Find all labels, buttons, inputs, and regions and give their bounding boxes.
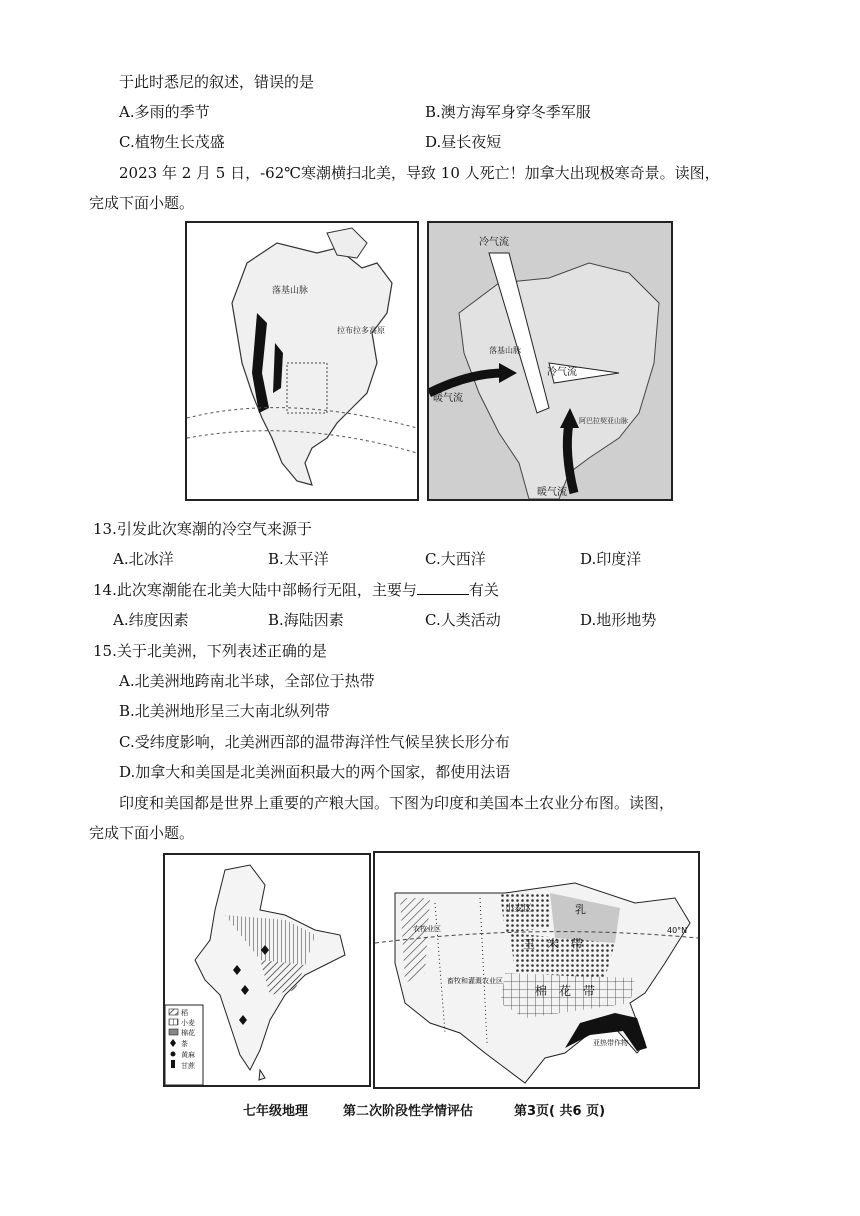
q14-option-d: D.地形地势	[580, 611, 657, 629]
wheat-region-label: 小麦区	[505, 904, 533, 914]
cold-air-label-2: 冷气流	[547, 367, 577, 378]
india-legend-sugarcane: 甘蔗	[181, 1062, 195, 1070]
latitude-40n-label: 40°N	[667, 926, 688, 935]
india-legend-rice: 稻	[181, 1009, 188, 1017]
rocky-mountains-label: 落基山脉	[272, 286, 309, 296]
q14-option-a: A.纬度因素	[113, 611, 189, 629]
cotton-belt-char-2: 花	[559, 984, 572, 998]
dairy-label: 乳	[575, 903, 586, 916]
cotton-belt-char-1: 棉	[535, 984, 548, 998]
india-legend-jute: 黄麻	[181, 1051, 195, 1059]
question-14-stem	[93, 580, 499, 600]
labrador-label: 拉布拉多高原	[337, 326, 385, 335]
q14-stem-after: 有关	[468, 581, 499, 599]
appalachian-label: 阿巴拉契亚山脉	[579, 417, 628, 425]
subtropical-crop-label: 亚热带作物	[593, 1039, 628, 1047]
q15-option-c: C.受纬度影响，北美洲西部的温带海洋性气候呈狭长形分布	[119, 733, 510, 751]
q13-option-a: A.北冰洋	[113, 550, 174, 568]
q13-option-d: D.印度洋	[580, 550, 642, 568]
footer-page-number: 第3页( 共6 页)	[514, 1104, 606, 1119]
q15-option-a: A.北美洲地跨南北半球，全部位于热带	[119, 672, 375, 690]
q14-answer-blank	[417, 580, 469, 595]
rockies-label-right: 落基山脉	[489, 346, 521, 355]
q15-option-b: B.北美洲地形呈三大南北纵列带	[119, 702, 330, 720]
q13-option-b: B.太平洋	[268, 550, 329, 568]
footer-subject: 七年级地理	[243, 1104, 309, 1119]
intro-cold-wave-line1: 2023 年 2 月 5 日，-62℃寒潮横扫北美，导致 10 人死亡！加拿大出现极寒奇景。读图，	[119, 164, 720, 182]
footer-exam-title: 第二次阶段性学情评估	[343, 1104, 474, 1119]
cold-air-label-1: 冷气流	[479, 237, 509, 248]
agro-pastoral-label: 农牧业区	[413, 925, 441, 933]
india-legend-tea: 茶	[181, 1040, 188, 1048]
intro-agriculture-line1: 印度和美国都是世界上重要的产粮大国。下图为印度和美国本土农业分布图。读图，	[119, 794, 675, 812]
india-legend-cotton: 棉花	[181, 1029, 195, 1037]
q12-option-c: C.植物生长茂盛	[119, 133, 225, 151]
q12-option-a: A.多雨的季节	[119, 103, 210, 121]
corn-belt-char-2: 米	[547, 937, 560, 951]
corn-belt-char-3: 带	[571, 937, 584, 951]
warm-air-label-2: 暖气流	[537, 487, 567, 498]
question-13-stem: 13.引发此次寒潮的冷空气来源于	[93, 520, 312, 538]
intro-cold-wave-line2: 完成下面小题。	[89, 194, 195, 212]
india-agriculture-map	[163, 853, 371, 1087]
q12-option-d: D.昼长夜短	[425, 133, 502, 151]
cotton-belt-char-3: 带	[583, 984, 596, 998]
intro-agriculture-line2: 完成下面小题。	[89, 824, 195, 842]
q12-option-b: B.澳方海军身穿冬季军服	[425, 103, 591, 121]
q15-option-d: D.加拿大和美国是北美洲面积最大的两个国家，都使用法语	[119, 763, 511, 781]
air-flow-map	[427, 221, 673, 501]
q14-option-c: C.人类活动	[425, 611, 501, 629]
north-america-map	[185, 221, 419, 501]
question-12-stem: 于此时悉尼的叙述，错误的是	[119, 73, 315, 91]
india-legend-wheat: 小麦	[181, 1019, 195, 1027]
q14-option-b: B.海陆因素	[268, 611, 344, 629]
corn-belt-char-1: 玉	[523, 937, 536, 951]
q14-stem-before: 14.此次寒潮能在北美大陆中部畅行无阻，主要与	[93, 581, 417, 599]
usa-agriculture-map	[373, 851, 700, 1089]
grazing-irrigation-label: 畜牧和灌溉农业区	[447, 977, 503, 985]
warm-air-label-1: 暖气流	[433, 393, 463, 404]
question-15-stem: 15.关于北美洲，下列表述正确的是	[93, 642, 327, 660]
q13-option-c: C.大西洋	[425, 550, 486, 568]
